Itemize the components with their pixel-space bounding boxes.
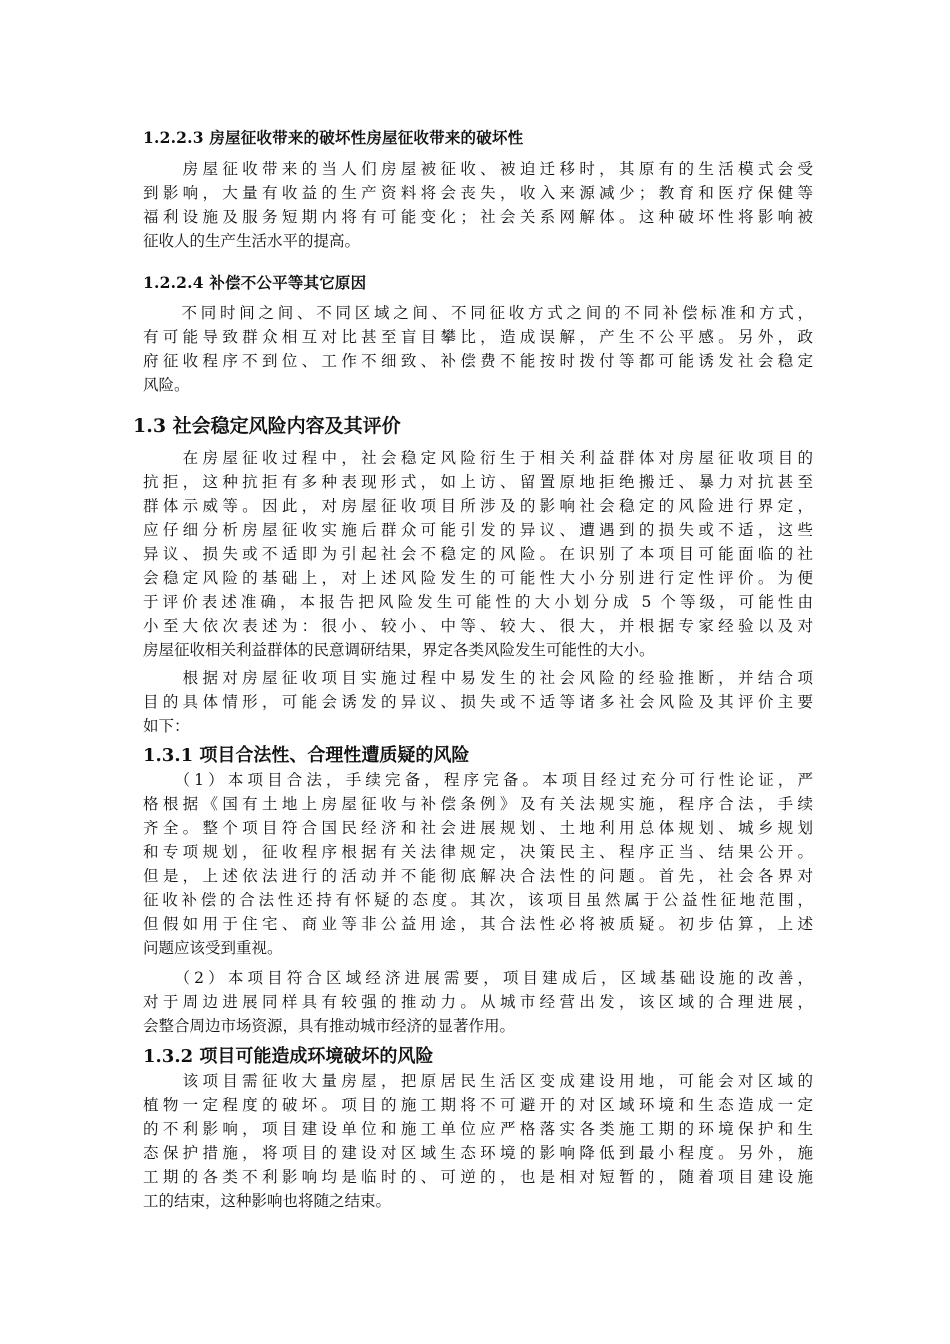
text-line: 异议、损失或不适即为引起社会不稳定的风险。在识别了本项目可能面临的社 bbox=[143, 545, 813, 563]
text-line: 该项目需征收大量房屋，把原居民生活区变成建设用地，可能会对区域的 bbox=[143, 1072, 813, 1090]
text-line: 齐全。整个项目符合国民经济和社会进展规划、土地利用总体规划、城乡规划 bbox=[143, 819, 813, 837]
paragraph-risk-intro bbox=[143, 446, 813, 662]
text-line: 但是，上述依法进行的活动并不能彻底解决合法性的问题。首先，社会各界对 bbox=[143, 867, 813, 885]
text-line: 植物一定程度的破坏。项目的施工期将不可避开的对区域环境和生态造成一定 bbox=[143, 1096, 813, 1114]
text-line: 府征收程序不到位、工作不细致、补偿费不能按时拨付等都可能诱发社会稳定 bbox=[143, 352, 813, 370]
text-line: 房屋征收相关利益群体的民意调研结果，界定各类风险发生可能性的大小。 bbox=[143, 641, 655, 659]
text-line: 群体示威等。因此，对房屋征收项目所涉及的影响社会稳定的风险进行界定， bbox=[143, 497, 813, 515]
text-line: 于评价表述准确，本报告把风险发生可能性的大小划分成 5 个等级，可能性由 bbox=[143, 593, 813, 611]
text-line: 不同时间之间、不同区域之间、不同征收方式之间的不同补偿标准和方式， bbox=[143, 304, 813, 322]
text-line: 福利设施及服务短期内将有可能变化；社会关系网解体。这种破坏性将影响被 bbox=[143, 208, 813, 226]
paragraph-legality-2 bbox=[143, 966, 813, 1038]
text-line: 征收补偿的合法性还持有怀疑的态度。其次，该项目虽然属于公益性征地范围， bbox=[143, 891, 813, 909]
text-line: 对于周边进展同样具有较强的推动力。从城市经营出发，该区域的合理进展， bbox=[143, 993, 813, 1011]
text-line: 风险。 bbox=[143, 376, 190, 394]
text-line: 但假如用于住宅、商业等非公益用途，其合法性必将被质疑。初步估算，上述 bbox=[143, 915, 813, 933]
text-line: 工期的各类不利影响均是临时的、可逆的，也是相对短暂的，随着项目建设施 bbox=[143, 1168, 813, 1186]
text-line: 目的具体情形，可能会诱发的异议、损失或不适等诸多社会风险及其评价主要 bbox=[143, 693, 813, 711]
text-line: 到影响，大量有收益的生产资料将会丧失，收入来源减少；教育和医疗保健等 bbox=[143, 184, 813, 202]
text-line: 房屋征收带来的当人们房屋被征收、被迫迁移时，其原有的生活模式会受 bbox=[143, 160, 813, 178]
heading-1-3: 1.3 社会稳定风险内容及其评价 bbox=[133, 415, 401, 437]
text-line: 问题应该受到重视。 bbox=[143, 939, 283, 957]
text-line: 工的结束，这种影响也将随之结束。 bbox=[143, 1192, 392, 1210]
text-line: 的不利影响，项目建设单位和施工单位应严格落实各类施工期的环境保护和生 bbox=[143, 1120, 813, 1138]
text-line: 根据对房屋征收项目实施过程中易发生的社会风险的经验推断，并结合项 bbox=[143, 669, 813, 687]
paragraph-destructiveness bbox=[143, 157, 813, 253]
text-line: 如下： bbox=[143, 717, 190, 735]
heading-1-2-2-3: 1.2.2.3 房屋征收带来的破坏性房屋征收带来的破坏性 bbox=[143, 128, 524, 147]
text-line: 征收人的生产生活水平的提高。 bbox=[143, 232, 361, 250]
text-line: 会整合周边市场资源，具有推动城市经济的显著作用。 bbox=[143, 1017, 516, 1035]
heading-1-2-2-4: 1.2.2.4 补偿不公平等其它原因 bbox=[143, 273, 367, 292]
text-line: （1）本项目合法，手续完备，程序完备。本项目经过充分可行性论证，严 bbox=[143, 771, 813, 789]
text-line: 抗拒，这种抗拒有多种表现形式，如上访、留置原地拒绝搬迁、暴力对抗甚至 bbox=[143, 473, 813, 491]
text-line: 有可能导致群众相互对比甚至盲目攀比，造成误解，产生不公平感。另外，政 bbox=[143, 328, 813, 346]
heading-1-3-2: 1.3.2 项目可能造成环境破坏的风险 bbox=[143, 1046, 434, 1067]
paragraph-environment bbox=[143, 1069, 813, 1213]
text-line: 格根据《国有土地上房屋征收与补偿条例》及有关法规实施，程序合法，手续 bbox=[143, 795, 813, 813]
heading-1-3-1: 1.3.1 项目合法性、合理性遭质疑的风险 bbox=[143, 745, 470, 766]
paragraph-legality-1 bbox=[143, 768, 813, 960]
text-line: 应仔细分析房屋征收实施后群众可能引发的异议、遭遇到的损失或不适，这些 bbox=[143, 521, 813, 539]
paragraph-unfair-compensation bbox=[143, 301, 813, 397]
text-line: 态保护措施，将项目的建设对区域生态环境的影响降低到最小程度。另外，施 bbox=[143, 1144, 813, 1162]
text-line: 在房屋征收过程中，社会稳定风险衍生于相关利益群体对房屋征收项目的 bbox=[143, 449, 813, 467]
text-line: （2）本项目符合区域经济进展需要，项目建成后，区域基础设施的改善， bbox=[143, 969, 813, 987]
text-line: 和专项规划，征收程序根据有关法律规定，决策民主、程序正当、结果公开。 bbox=[143, 843, 813, 861]
text-line: 会稳定风险的基础上，对上述风险发生的可能性大小分别进行定性评价。为便 bbox=[143, 569, 813, 587]
paragraph-risk-evaluation bbox=[143, 666, 813, 738]
text-line: 小至大依次表述为：很小、较小、中等、较大、很大，并根据专家经验以及对 bbox=[143, 617, 813, 635]
